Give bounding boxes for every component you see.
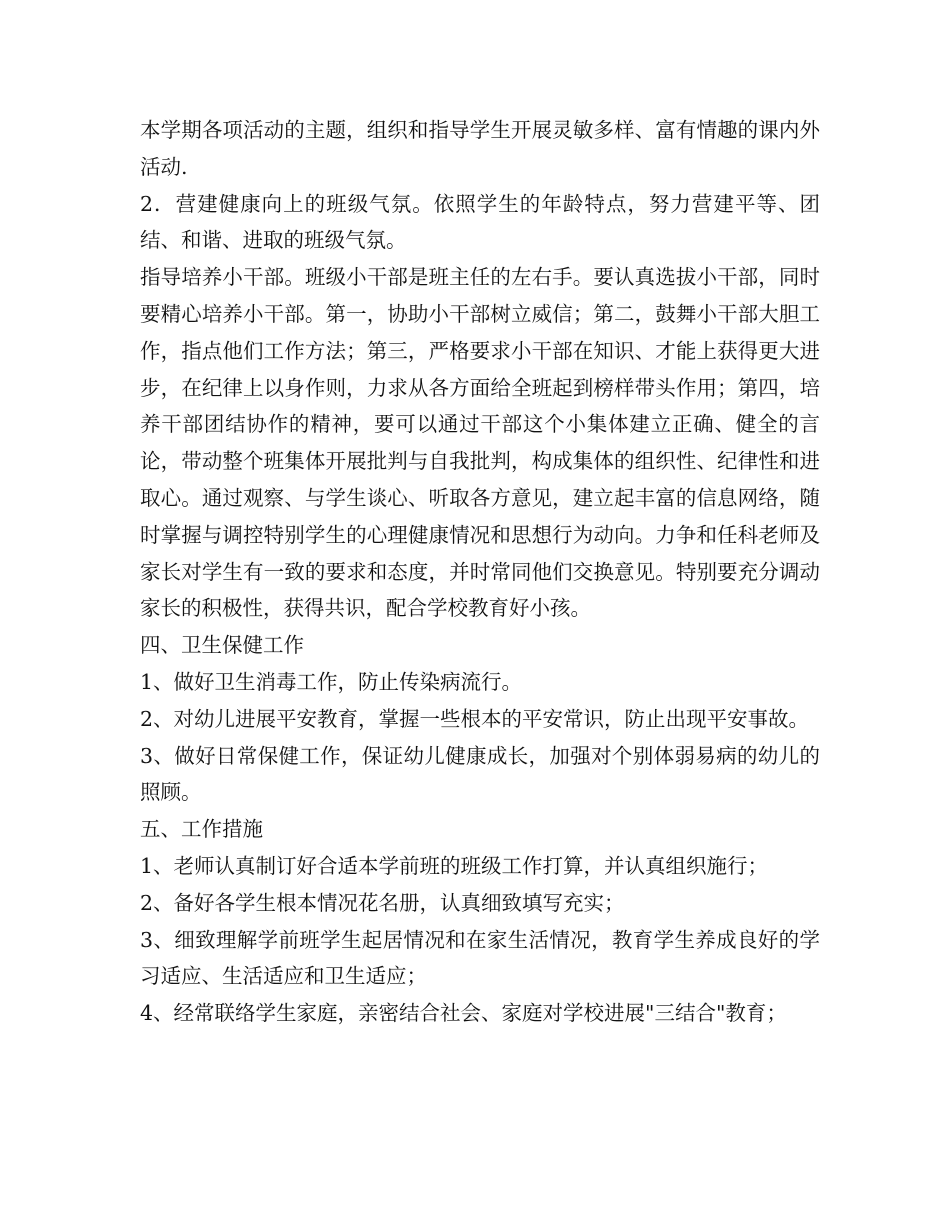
section-heading-health: 四、卫生保健工作 xyxy=(140,633,304,658)
list-item-measures-2: 2、备好各学生根本情况花名册，认真细致填写充实； xyxy=(140,890,625,915)
section-heading-measures: 五、工作措施 xyxy=(140,817,263,842)
paragraph-class-cadres: 指导培养小干部。班级小干部是班主任的左右手。要认真选拔小干部，同时要精心培养小干部。第一，协助小干部树立威信；第二，鼓舞小干部大胆工作，指点他们工作方法；第三，严格要求小干部在知识、才能上获得更大进步，在纪律上以身作则，力求从各方面给全班起到榜样带头作用；第四，培养干部团结协作的精神，要可以通过干部这个小集体建立正确、健全的言论，带动整个班集体开展批判与自我批判，构成集体的组织性、纪律性和进取心。通过观察、与学生谈心、听取各方意见，建立起丰富的信息网络，随时掌握与调控特别学生的心理健康情况和思想行为动向。力争和任科老师及家长对学生有一致的要求和态度，并时常同他们交换意见。特别要充分调动家长的积极性，获得共识，配合学校教育好小孩。 xyxy=(140,265,820,621)
list-item-measures-4: 4、经常联络学生家庭，亲密结合社会、家庭对学校进展"三结合"教育； xyxy=(140,1001,787,1026)
list-item-measures-1: 1、老师认真制订好合适本学前班的班级工作打算，并认真组织施行； xyxy=(140,853,769,878)
list-item-measures-3: 3、细致理解学前班学生起居情况和在家生活情况，教育学生养成良好的学习适应、生活适应和卫生适应； xyxy=(140,927,820,989)
paragraph-activities: 本学期各项活动的主题，组织和指导学生开展灵敏多样、富有情趣的课内外活动. xyxy=(140,118,820,179)
list-item-health-1: 1、做好卫生消毒工作，防止传染病流行。 xyxy=(140,669,523,694)
paragraph-class-atmosphere: 2．营建健康向上的班级气氛。依照学生的年龄特点，努力营建平等、团结、和谐、进取的班级气氛。 xyxy=(140,191,820,253)
document-body xyxy=(140,112,820,1032)
list-item-health-2: 2、对幼儿进展平安教育，掌握一些根本的平安常识，防止出现平安事故。 xyxy=(140,706,810,731)
list-item-health-3: 3、做好日常保健工作，保证幼儿健康成长，加强对个别体弱易病的幼儿的照顾。 xyxy=(140,743,820,805)
